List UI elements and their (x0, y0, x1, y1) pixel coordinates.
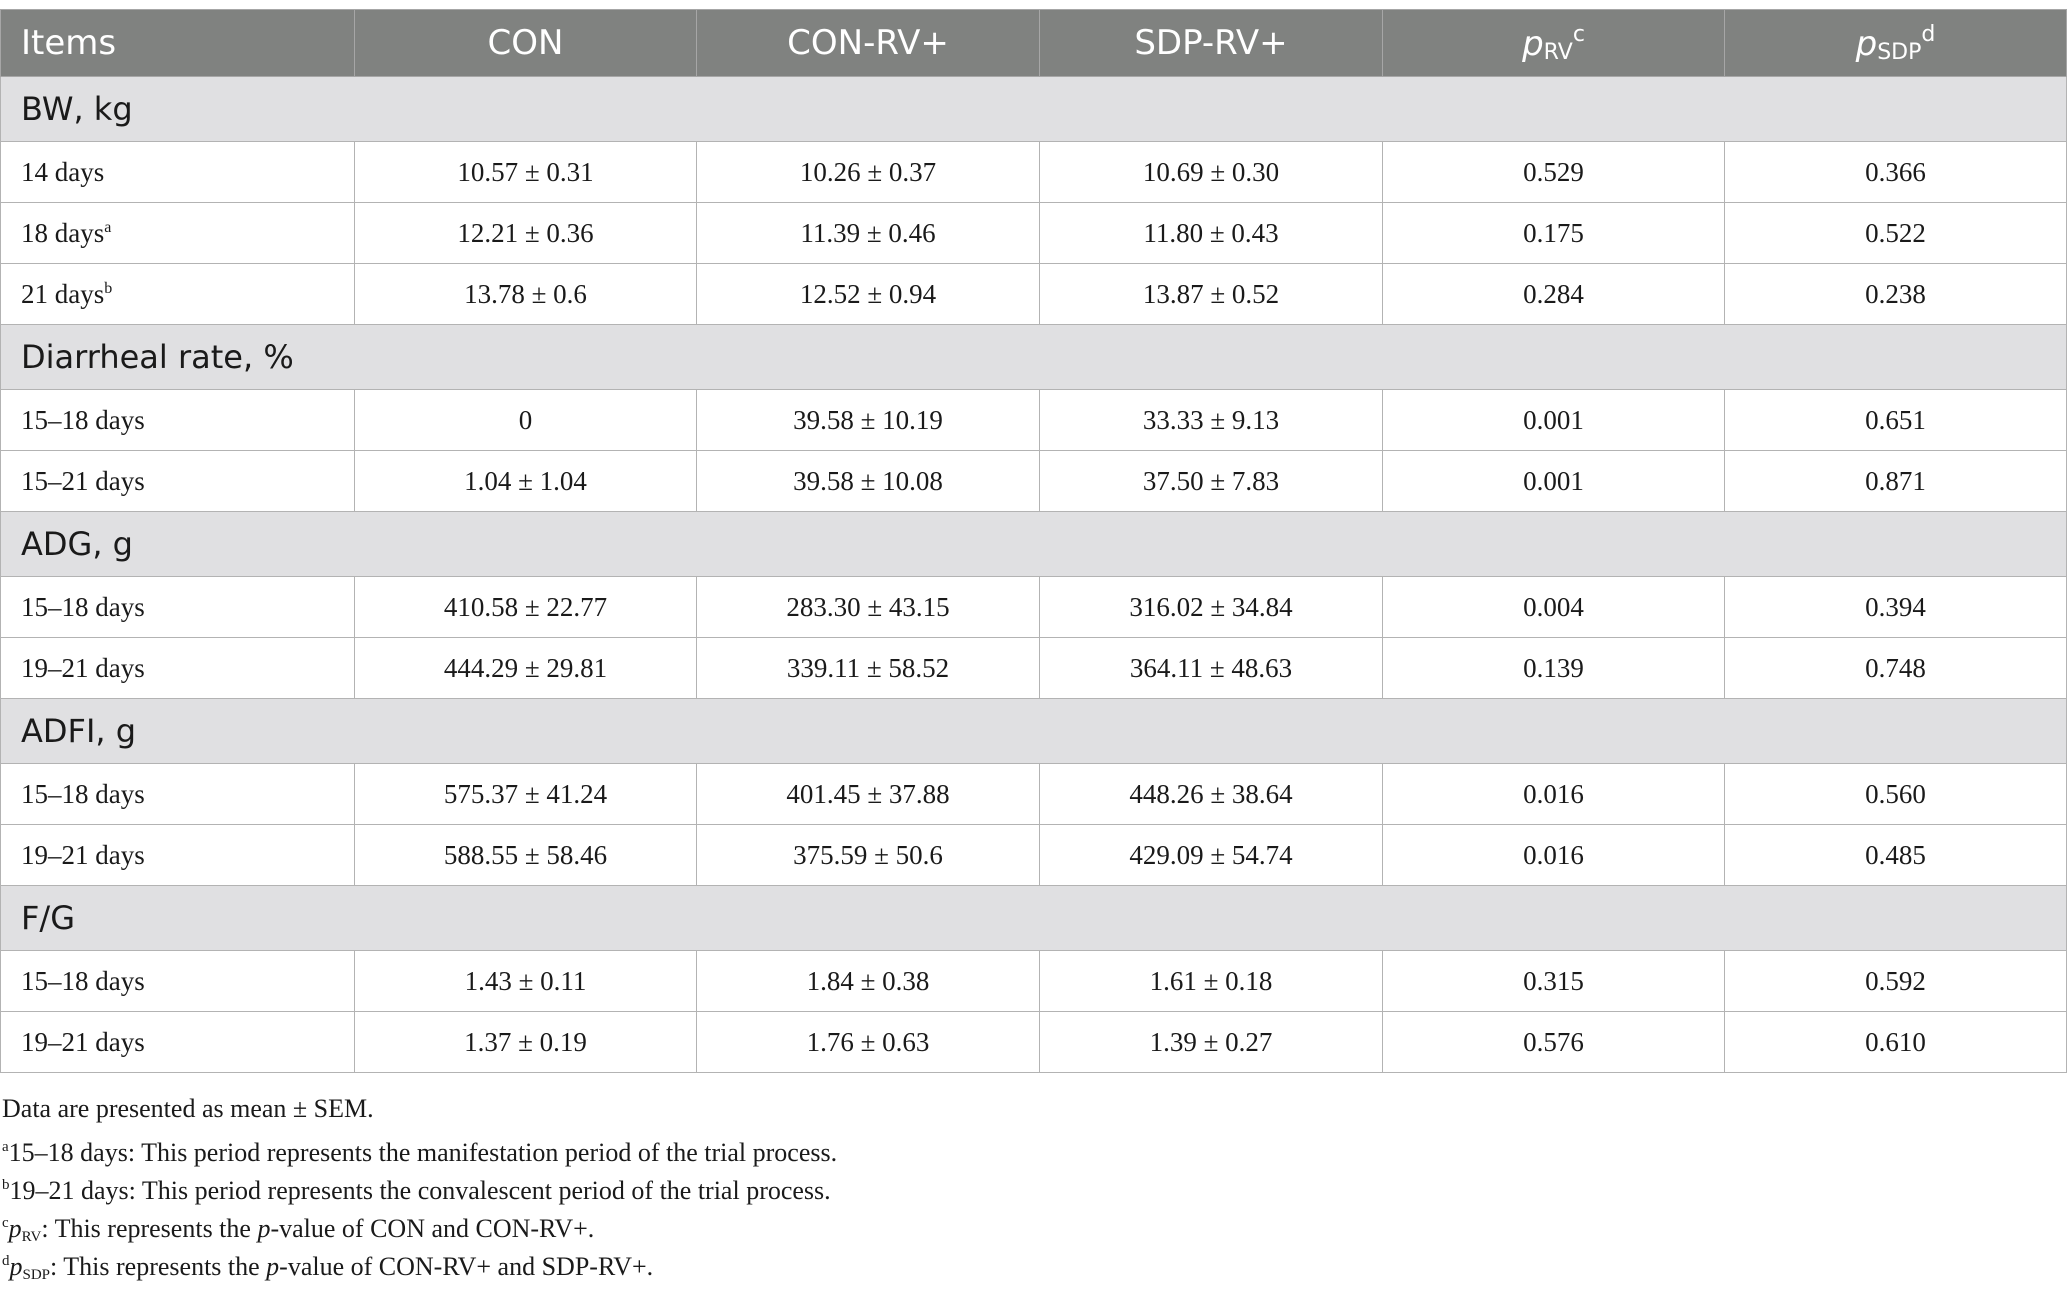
sdp-rv-value: 316.02 ± 34.84 (1040, 577, 1383, 638)
p-rv-value: 0.001 (1383, 390, 1725, 451)
row-label-text: 18 days (21, 217, 105, 248)
con-rv-value: 1.76 ± 0.63 (697, 1012, 1040, 1073)
con-value: 10.57 ± 0.31 (355, 142, 697, 203)
p-rv-value: 0.016 (1383, 764, 1725, 825)
row-label-text: 19–21 days (21, 839, 145, 870)
con-value: 444.29 ± 29.81 (355, 638, 697, 699)
header-p-rv-symbol: p (1522, 23, 1544, 64)
sdp-rv-value: 364.11 ± 48.63 (1040, 638, 1383, 699)
table-row (1, 390, 2067, 451)
header-sdp-rv: SDP-RV+ (1040, 10, 1383, 77)
row-label-text: 15–18 days (21, 965, 145, 996)
table-row (1, 203, 2067, 264)
header-p-rv (1383, 10, 1725, 77)
row-label (1, 577, 355, 638)
header-p-rv-subscript: RV (1543, 39, 1573, 65)
sdp-rv-value: 11.80 ± 0.43 (1040, 203, 1383, 264)
row-label-text: 21 days (21, 278, 105, 309)
row-label-text: 14 days (21, 156, 105, 187)
p-rv-value: 0.004 (1383, 577, 1725, 638)
footnote-c-p-inline: p (257, 1214, 271, 1243)
con-rv-value: 10.26 ± 0.37 (697, 142, 1040, 203)
con-rv-value: 12.52 ± 0.94 (697, 264, 1040, 325)
footnote-d (2, 1242, 837, 1283)
con-value: 410.58 ± 22.77 (355, 577, 697, 638)
con-rv-value: 375.59 ± 50.6 (697, 825, 1040, 886)
row-label-text: 15–18 days (21, 778, 145, 809)
footnote-d-p-inline: p (266, 1252, 280, 1281)
footnote-c-text-before: : This represents the (41, 1214, 258, 1243)
table-row (1, 951, 2067, 1012)
con-rv-value: 39.58 ± 10.19 (697, 390, 1040, 451)
group-header-row (1, 512, 2067, 577)
con-value: 575.37 ± 41.24 (355, 764, 697, 825)
p-sdp-value: 0.366 (1725, 142, 2067, 203)
row-label (1, 390, 355, 451)
row-label-text: 19–21 days (21, 652, 145, 683)
table-row (1, 451, 2067, 512)
con-rv-value: 283.30 ± 43.15 (697, 577, 1040, 638)
con-value: 0 (355, 390, 697, 451)
header-con-rv: CON-RV+ (697, 10, 1040, 77)
footnote-a (2, 1128, 837, 1166)
group-header-row (1, 886, 2067, 951)
sdp-rv-value: 448.26 ± 38.64 (1040, 764, 1383, 825)
sdp-rv-value: 37.50 ± 7.83 (1040, 451, 1383, 512)
p-sdp-value: 0.592 (1725, 951, 2067, 1012)
footnote-b-text: 19–21 days: This period represents the convalescent period of the trial process. (9, 1176, 831, 1205)
row-label-text: 15–18 days (21, 404, 145, 435)
p-rv-value: 0.315 (1383, 951, 1725, 1012)
table-row (1, 764, 2067, 825)
row-label (1, 825, 355, 886)
row-label-footnote-mark: a (104, 218, 112, 236)
footnote-a-text: 15–18 days: This period represents the manifestation period of the trial process. (8, 1138, 838, 1167)
sdp-rv-value: 1.61 ± 0.18 (1040, 951, 1383, 1012)
footnote-c-text-after: -value of CON and CON-RV+. (270, 1214, 595, 1243)
table-body (1, 77, 2067, 1073)
p-sdp-value: 0.560 (1725, 764, 2067, 825)
group-title: ADG, g (1, 512, 2067, 577)
p-sdp-value: 0.522 (1725, 203, 2067, 264)
con-value: 588.55 ± 58.46 (355, 825, 697, 886)
p-rv-value: 0.175 (1383, 203, 1725, 264)
p-rv-value: 0.529 (1383, 142, 1725, 203)
row-label-text: 15–18 days (21, 591, 145, 622)
p-rv-value: 0.139 (1383, 638, 1725, 699)
footnote-c-mark: c (2, 1215, 9, 1231)
row-label (1, 451, 355, 512)
footnote-d-text-before: : This represents the (50, 1252, 267, 1281)
sdp-rv-value: 13.87 ± 0.52 (1040, 264, 1383, 325)
table-row (1, 142, 2067, 203)
con-value: 1.04 ± 1.04 (355, 451, 697, 512)
footnote-b-mark: b (2, 1177, 10, 1193)
header-p-sdp-footnote-mark: d (1921, 21, 1936, 47)
row-label (1, 638, 355, 699)
p-sdp-value: 0.871 (1725, 451, 2067, 512)
row-label-footnote-mark: b (104, 279, 113, 297)
table-header (1, 10, 2067, 77)
group-title: ADFI, g (1, 699, 2067, 764)
row-label (1, 142, 355, 203)
con-value: 12.21 ± 0.36 (355, 203, 697, 264)
footnote-c-subscript: RV (21, 1229, 42, 1245)
con-rv-value: 39.58 ± 10.08 (697, 451, 1040, 512)
p-rv-value: 0.576 (1383, 1012, 1725, 1073)
header-p-sdp (1725, 10, 2067, 77)
p-sdp-value: 0.610 (1725, 1012, 2067, 1073)
row-label (1, 951, 355, 1012)
footnote-b (2, 1166, 837, 1204)
table-row (1, 825, 2067, 886)
p-sdp-value: 0.748 (1725, 638, 2067, 699)
con-value: 1.43 ± 0.11 (355, 951, 697, 1012)
group-header-row (1, 699, 2067, 764)
table-footnotes (2, 1090, 838, 1283)
con-rv-value: 11.39 ± 0.46 (697, 203, 1040, 264)
p-rv-value: 0.284 (1383, 264, 1725, 325)
sdp-rv-value: 429.09 ± 54.74 (1040, 825, 1383, 886)
table-row (1, 577, 2067, 638)
row-label (1, 203, 355, 264)
footnote-d-subscript: SDP (22, 1267, 51, 1283)
group-title: BW, kg (1, 77, 2067, 142)
footnote-a-mark: a (2, 1139, 9, 1155)
con-value: 13.78 ± 0.6 (355, 264, 697, 325)
group-title: F/G (1, 886, 2067, 951)
p-sdp-value: 0.651 (1725, 390, 2067, 451)
sdp-rv-value: 1.39 ± 0.27 (1040, 1012, 1383, 1073)
footnote-c (2, 1204, 837, 1245)
p-sdp-value: 0.238 (1725, 264, 2067, 325)
results-table (0, 9, 2067, 1073)
header-p-sdp-subscript: SDP (1877, 39, 1922, 65)
header-row (1, 10, 2067, 77)
row-label-text: 15–21 days (21, 465, 145, 496)
con-value: 1.37 ± 0.19 (355, 1012, 697, 1073)
footnote-d-mark: d (2, 1253, 10, 1269)
header-p-rv-footnote-mark: c (1572, 21, 1585, 47)
group-header-row (1, 325, 2067, 390)
row-label (1, 764, 355, 825)
group-header-row (1, 77, 2067, 142)
p-rv-value: 0.016 (1383, 825, 1725, 886)
header-items: Items (1, 10, 355, 77)
footnote-d-text-after: -value of CON-RV+ and SDP-RV+. (279, 1252, 654, 1281)
header-con: CON (355, 10, 697, 77)
footnote-c-p-symbol: p (8, 1214, 22, 1243)
p-sdp-value: 0.485 (1725, 825, 2067, 886)
footnote-data-note: Data are presented as mean ± SEM. (2, 1094, 374, 1123)
con-rv-value: 401.45 ± 37.88 (697, 764, 1040, 825)
table-row (1, 638, 2067, 699)
sdp-rv-value: 10.69 ± 0.30 (1040, 142, 1383, 203)
row-label (1, 264, 355, 325)
row-label-text: 19–21 days (21, 1026, 145, 1057)
row-label (1, 1012, 355, 1073)
table-row (1, 264, 2067, 325)
header-p-sdp-symbol: p (1855, 23, 1878, 64)
con-rv-value: 339.11 ± 58.52 (697, 638, 1040, 699)
sdp-rv-value: 33.33 ± 9.13 (1040, 390, 1383, 451)
p-rv-value: 0.001 (1383, 451, 1725, 512)
p-sdp-value: 0.394 (1725, 577, 2067, 638)
footnote-d-p-symbol: p (9, 1252, 23, 1281)
con-rv-value: 1.84 ± 0.38 (697, 951, 1040, 1012)
group-title: Diarrheal rate, % (1, 325, 2067, 390)
table-row (1, 1012, 2067, 1073)
